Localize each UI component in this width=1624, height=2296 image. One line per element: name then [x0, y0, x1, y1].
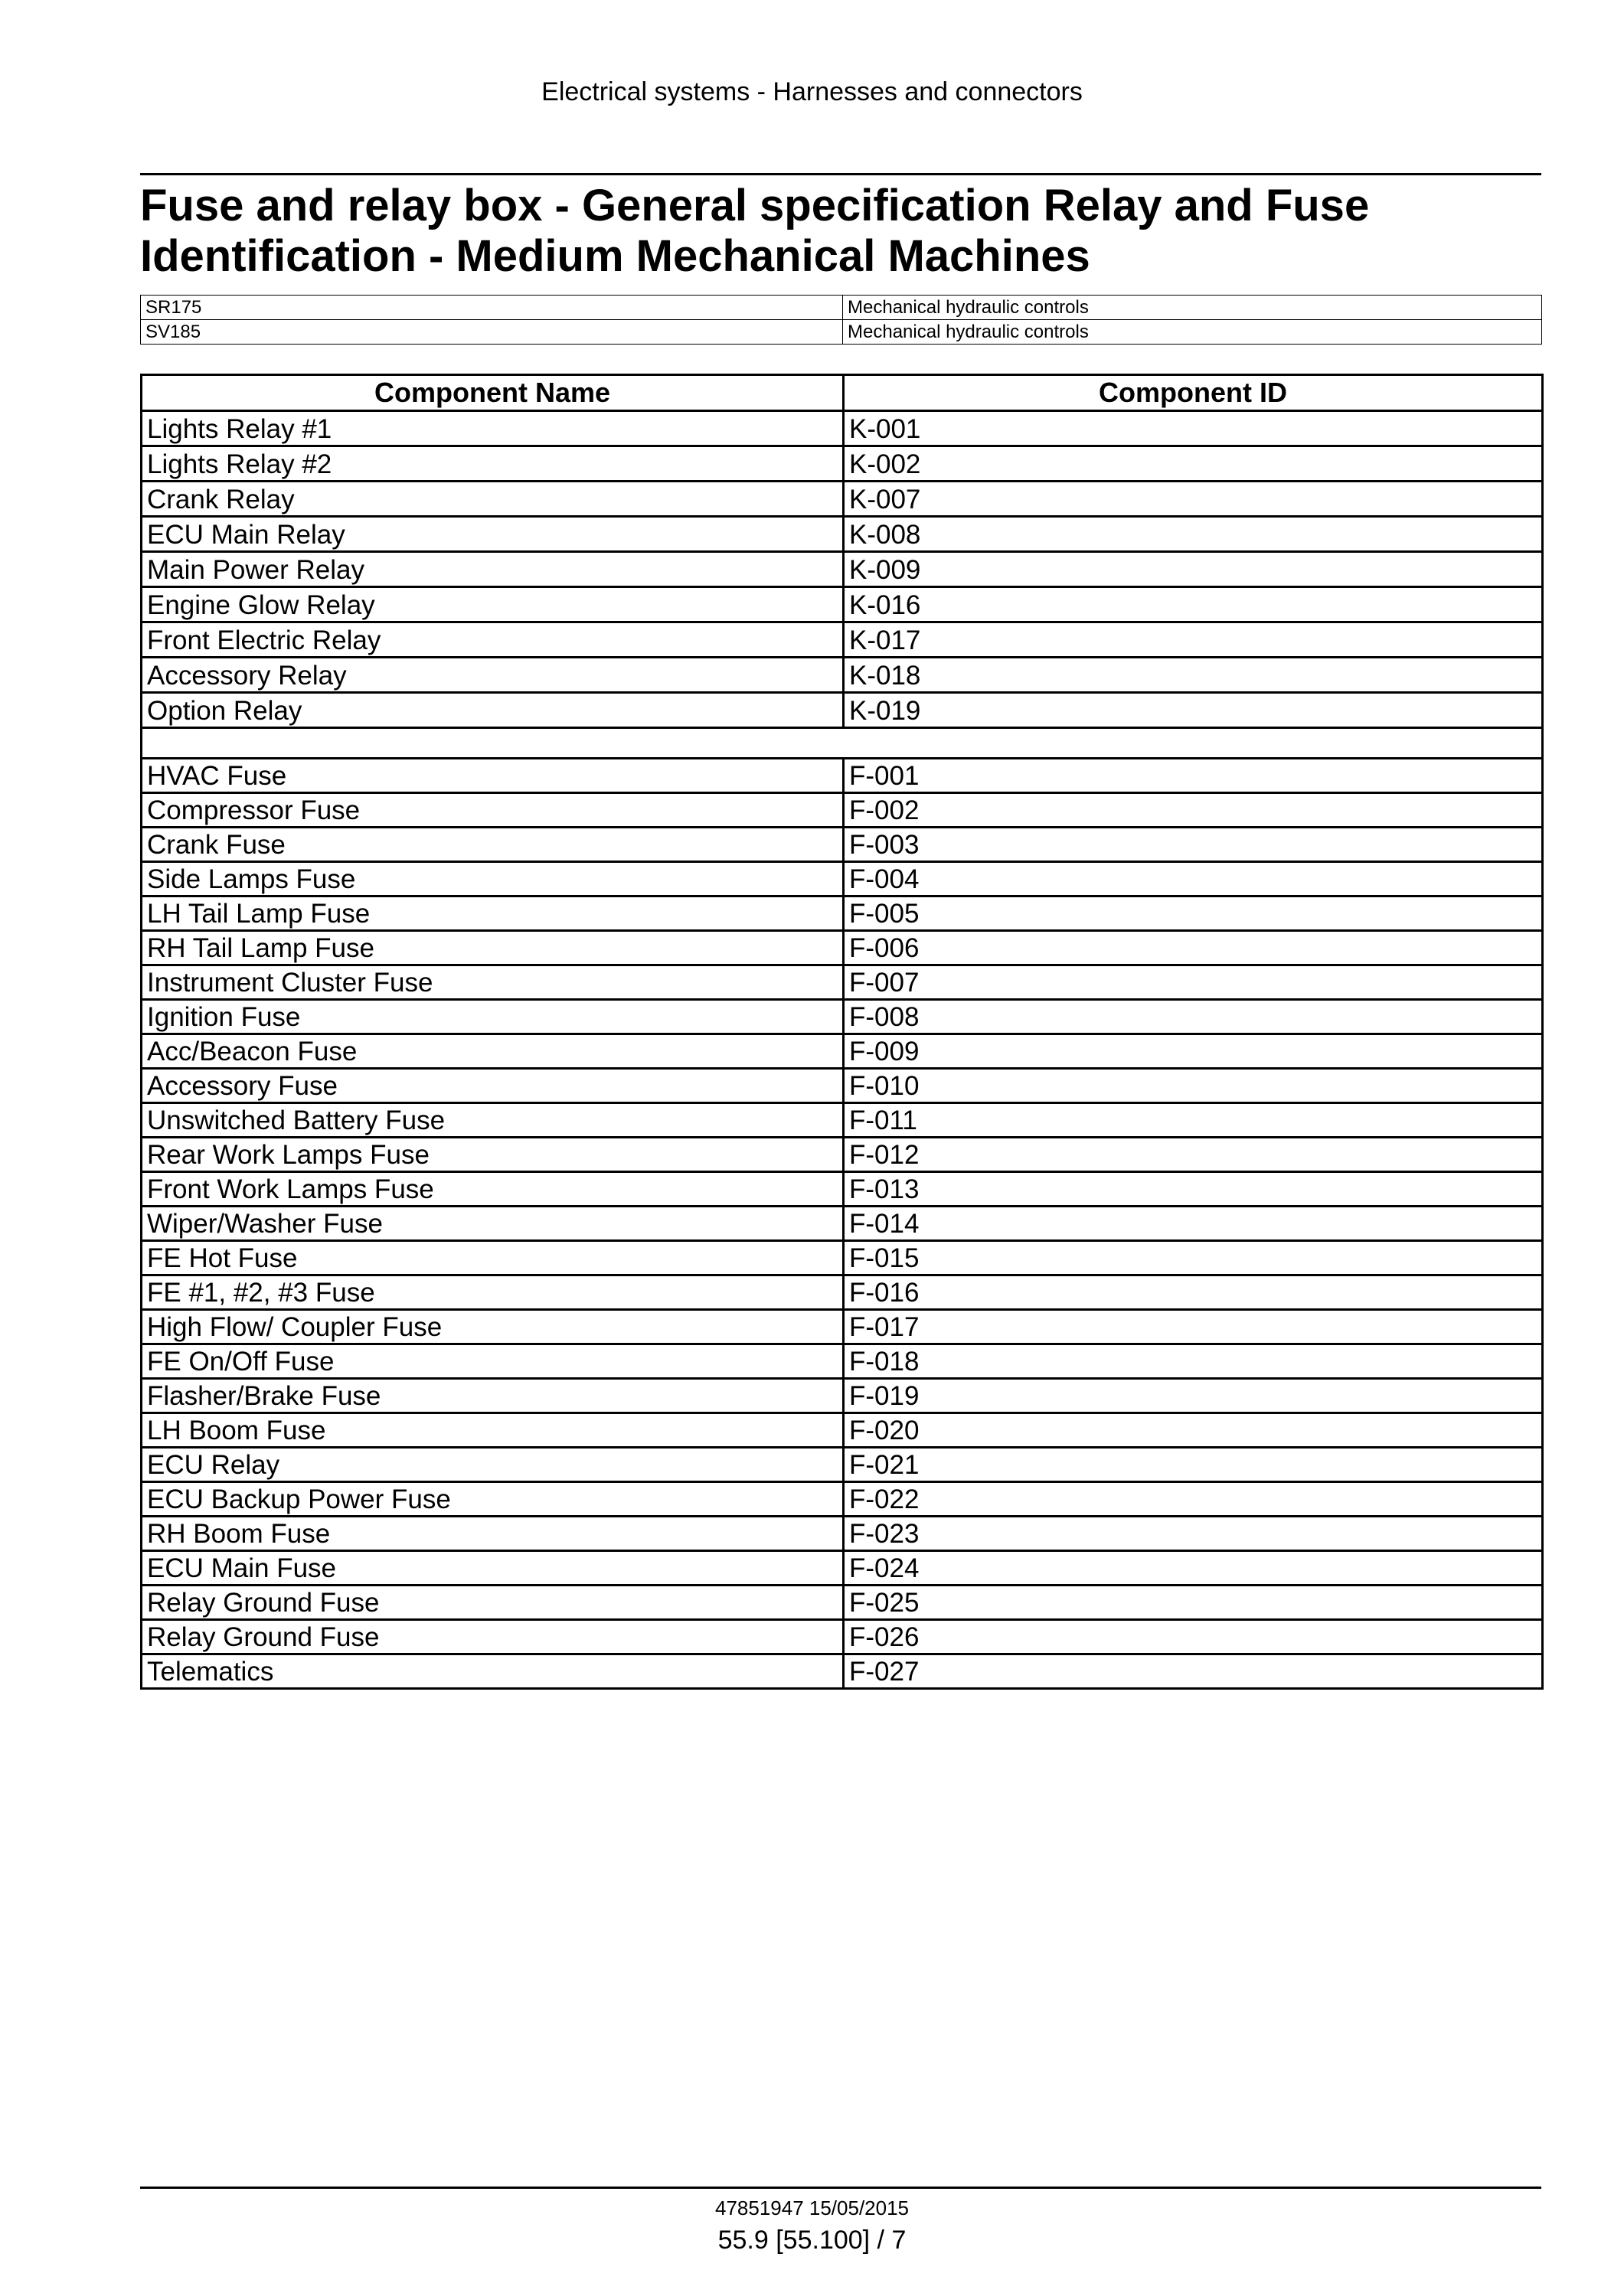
fuse-row [142, 1138, 1543, 1172]
component-name-cell: Engine Glow Relay [142, 587, 844, 622]
component-name-cell: Lights Relay #2 [142, 446, 844, 482]
fuse-row [142, 1413, 1543, 1448]
model-name: SV185 [141, 320, 843, 345]
fuse-row [142, 897, 1543, 931]
relay-row [142, 411, 1543, 446]
component-id-cell: F-011 [844, 1103, 1543, 1138]
component-id-cell: K-002 [844, 446, 1543, 482]
model-controls: Mechanical hydraulic controls [843, 296, 1542, 320]
component-id-cell: F-025 [844, 1586, 1543, 1620]
component-name-cell: Instrument Cluster Fuse [142, 965, 844, 1000]
header-divider [140, 173, 1541, 175]
component-name-cell: LH Boom Fuse [142, 1413, 844, 1448]
component-id-cell: F-010 [844, 1069, 1543, 1103]
component-name-cell: Option Relay [142, 693, 844, 728]
fuse-row [142, 1310, 1543, 1344]
component-id-cell: F-006 [844, 931, 1543, 965]
component-id-cell: K-017 [844, 622, 1543, 658]
footer-document-ref: 47851947 15/05/2015 [714, 2196, 910, 2219]
component-table [140, 374, 1544, 1690]
component-name-cell: Unswitched Battery Fuse [142, 1103, 844, 1138]
fuse-row [142, 965, 1543, 1000]
component-id-cell: F-015 [844, 1241, 1543, 1275]
component-name-cell: Relay Ground Fuse [142, 1620, 844, 1654]
model-row [141, 320, 1542, 345]
relay-row [142, 517, 1543, 552]
fuse-row [142, 793, 1543, 828]
fuse-row [142, 1586, 1543, 1620]
component-name-cell: ECU Backup Power Fuse [142, 1482, 844, 1517]
fuse-row [142, 1034, 1543, 1069]
model-controls: Mechanical hydraulic controls [843, 320, 1542, 345]
component-name-cell: Accessory Fuse [142, 1069, 844, 1103]
footer-divider [140, 2187, 1541, 2189]
component-name-cell: Acc/Beacon Fuse [142, 1034, 844, 1069]
fuse-row [142, 1207, 1543, 1241]
component-name-cell: FE On/Off Fuse [142, 1344, 844, 1379]
fuse-row [142, 1103, 1543, 1138]
table-spacer-row [142, 728, 1543, 759]
component-id-cell: F-027 [844, 1654, 1543, 1689]
fuse-row [142, 1172, 1543, 1207]
fuse-row [142, 1000, 1543, 1034]
component-id-cell: K-018 [844, 658, 1543, 693]
component-id-cell: F-018 [844, 1344, 1543, 1379]
component-id-cell: F-024 [844, 1551, 1543, 1586]
component-name-cell: Main Power Relay [142, 552, 844, 587]
relay-row [142, 482, 1543, 517]
spacer-cell [142, 728, 1543, 759]
component-id-cell: F-013 [844, 1172, 1543, 1207]
component-id-cell: F-021 [844, 1448, 1543, 1482]
fuse-row [142, 1448, 1543, 1482]
component-id-cell: K-009 [844, 552, 1543, 587]
table-body [142, 411, 1543, 1689]
component-id-cell: F-019 [844, 1379, 1543, 1413]
component-name-cell: Accessory Relay [142, 658, 844, 693]
component-name-cell: LH Tail Lamp Fuse [142, 897, 844, 931]
component-name-cell: RH Tail Lamp Fuse [142, 931, 844, 965]
component-name-cell: Rear Work Lamps Fuse [142, 1138, 844, 1172]
component-id-cell: F-026 [844, 1620, 1543, 1654]
component-id-cell: F-016 [844, 1275, 1543, 1310]
fuse-row [142, 828, 1543, 862]
relay-row [142, 658, 1543, 693]
fuse-row [142, 1379, 1543, 1413]
fuse-row [142, 1482, 1543, 1517]
component-name-cell: FE Hot Fuse [142, 1241, 844, 1275]
fuse-row [142, 862, 1543, 897]
table-header-row [142, 375, 1543, 411]
relay-row [142, 552, 1543, 587]
component-id-cell: F-014 [844, 1207, 1543, 1241]
component-id-cell: F-009 [844, 1034, 1543, 1069]
component-name-cell: Front Electric Relay [142, 622, 844, 658]
component-name-cell: RH Boom Fuse [142, 1517, 844, 1551]
component-name-cell: ECU Relay [142, 1448, 844, 1482]
component-name-cell: HVAC Fuse [142, 759, 844, 793]
relay-row [142, 693, 1543, 728]
component-name-cell: High Flow/ Coupler Fuse [142, 1310, 844, 1344]
component-id-cell: F-007 [844, 965, 1543, 1000]
component-name-cell: Lights Relay #1 [142, 411, 844, 446]
footer-page-ref: 55.9 [55.100] / 7 [717, 2226, 907, 2255]
component-name-cell: ECU Main Fuse [142, 1551, 844, 1586]
fuse-row [142, 1275, 1543, 1310]
fuse-row [142, 1551, 1543, 1586]
column-header-component-id: Component ID [844, 375, 1543, 411]
component-id-cell: K-019 [844, 693, 1543, 728]
component-id-cell: F-012 [844, 1138, 1543, 1172]
component-id-cell: F-008 [844, 1000, 1543, 1034]
column-header-component-name: Component Name [142, 375, 844, 411]
component-name-cell: Side Lamps Fuse [142, 862, 844, 897]
component-name-cell: Front Work Lamps Fuse [142, 1172, 844, 1207]
component-id-cell: F-005 [844, 897, 1543, 931]
component-id-cell: F-003 [844, 828, 1543, 862]
model-row [141, 296, 1542, 320]
component-name-cell: Telematics [142, 1654, 844, 1689]
relay-row [142, 622, 1543, 658]
component-name-cell: Compressor Fuse [142, 793, 844, 828]
component-id-cell: F-017 [844, 1310, 1543, 1344]
relay-row [142, 446, 1543, 482]
fuse-row [142, 1069, 1543, 1103]
component-id-cell: F-001 [844, 759, 1543, 793]
component-id-cell: F-023 [844, 1517, 1543, 1551]
fuse-row [142, 1344, 1543, 1379]
component-id-cell: F-022 [844, 1482, 1543, 1517]
component-name-cell: FE #1, #2, #3 Fuse [142, 1275, 844, 1310]
component-name-cell: Flasher/Brake Fuse [142, 1379, 844, 1413]
fuse-row [142, 1620, 1543, 1654]
component-name-cell: Wiper/Washer Fuse [142, 1207, 844, 1241]
fuse-row [142, 931, 1543, 965]
component-id-cell: F-002 [844, 793, 1543, 828]
component-id-cell: K-008 [844, 517, 1543, 552]
component-id-cell: K-007 [844, 482, 1543, 517]
fuse-row [142, 1654, 1543, 1689]
model-name: SR175 [141, 296, 843, 320]
fuse-row [142, 1241, 1543, 1275]
component-name-cell: Relay Ground Fuse [142, 1586, 844, 1620]
relay-row [142, 587, 1543, 622]
fuse-row [142, 759, 1543, 793]
running-header: Electrical systems - Harnesses and connectors [541, 77, 1083, 106]
component-id-cell: F-020 [844, 1413, 1543, 1448]
component-id-cell: K-001 [844, 411, 1543, 446]
component-name-cell: Crank Fuse [142, 828, 844, 862]
component-id-cell: F-004 [844, 862, 1543, 897]
component-name-cell: ECU Main Relay [142, 517, 844, 552]
models-table [140, 295, 1542, 345]
fuse-row [142, 1517, 1543, 1551]
component-id-cell: K-016 [844, 587, 1543, 622]
component-name-cell: Ignition Fuse [142, 1000, 844, 1034]
page-title: Fuse and relay box - General specification Relay and Fuse Identification - Medium Mechanical Machines [140, 181, 1370, 281]
component-name-cell: Crank Relay [142, 482, 844, 517]
